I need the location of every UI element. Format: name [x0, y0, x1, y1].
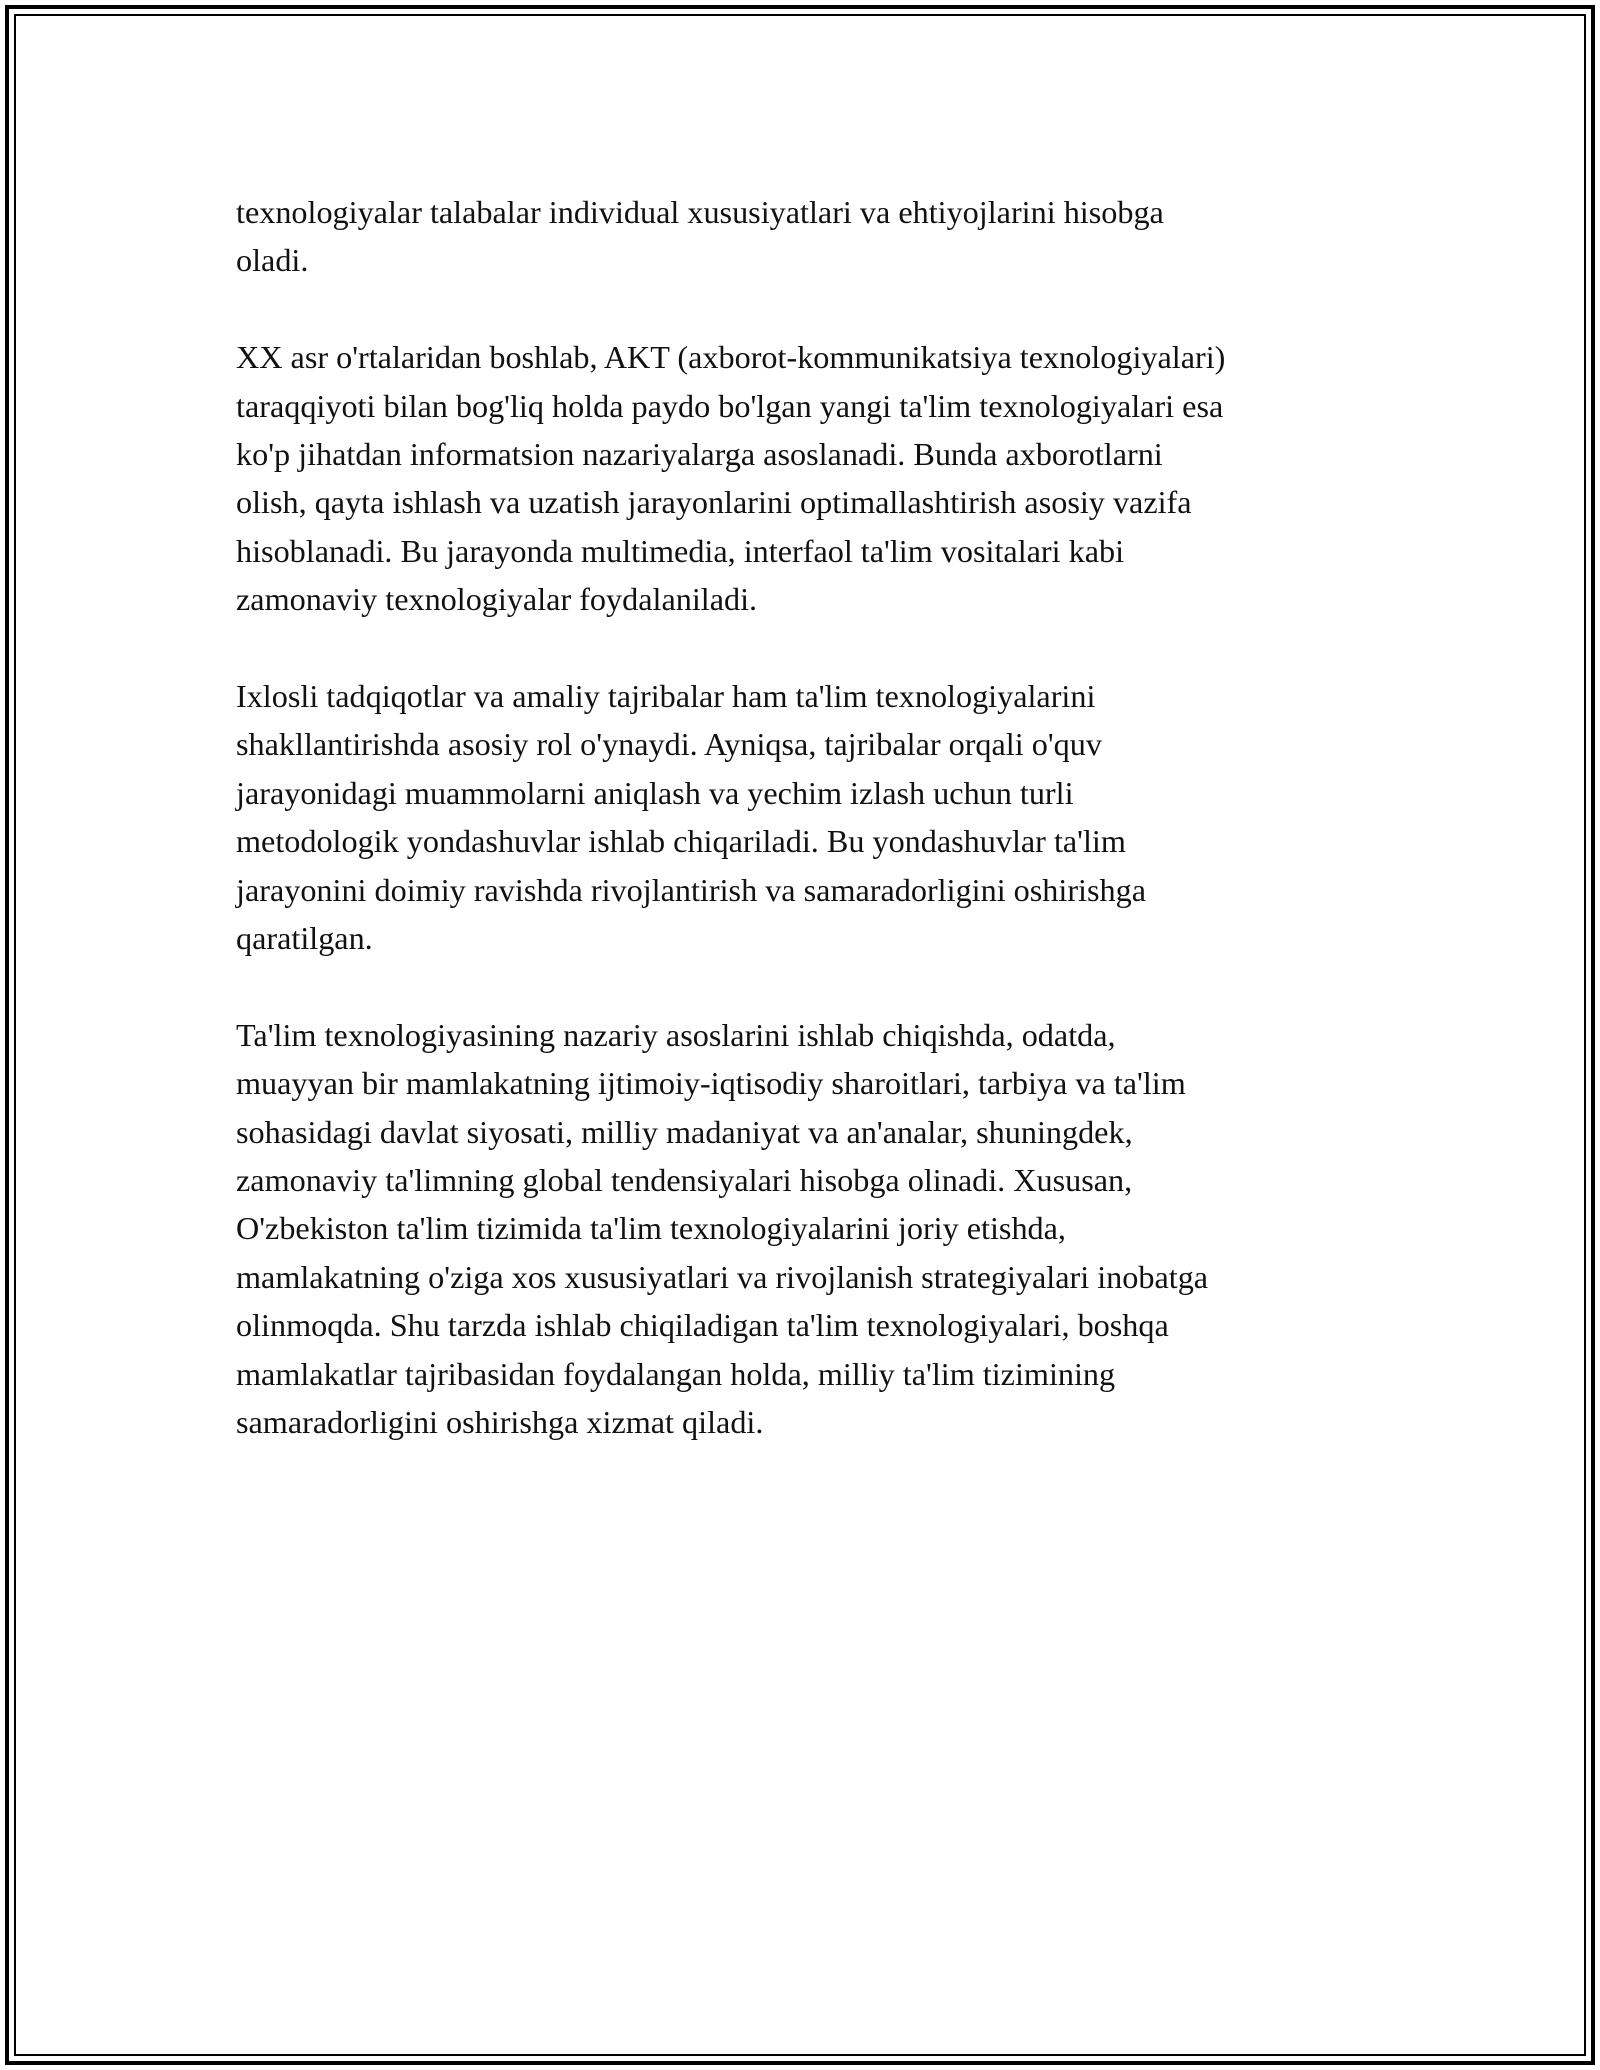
text-line: zamonaviy texnologiyalar foydalaniladi.: [236, 581, 758, 618]
document-body: [236, 188, 1376, 1495]
paragraph-4: [236, 1011, 1376, 1447]
text-line: jarayonidagi muammolarni aniqlash va yechim izlash uchun turli: [236, 774, 1074, 811]
paragraph-1: [236, 188, 1376, 285]
text-line: mamlakatning o'ziga xos xususiyatlari va rivojlanish strategiyalari inobatga: [236, 1258, 1209, 1295]
text-line: Ta'lim texnologiyasining nazariy asoslarini ishlab chiqishda, odatda,: [236, 1016, 1116, 1053]
paragraph-3: [236, 672, 1376, 962]
text-line: XX asr o'rtalaridan boshlab, AKT (axborot-kommunikatsiya texnologiyalari): [236, 339, 1226, 376]
text-line: qaratilgan.: [236, 920, 373, 957]
text-line: hisoblanadi. Bu jarayonda multimedia, interfaol ta'lim vositalari kabi: [236, 532, 1125, 569]
text-line: taraqqiyoti bilan bog'liq holda paydo bo'lgan yangi ta'lim texnologiyalari esa: [236, 387, 1224, 424]
text-line: olinmoqda. Shu tarzda ishlab chiqiladigan ta'lim texnologiyalari, boshqa: [236, 1307, 1169, 1344]
text-line: muayyan bir mamlakatning ijtimoiy-iqtisodiy sharoitlari, tarbiya va ta'lim: [236, 1065, 1186, 1102]
text-line: mamlakatlar tajribasidan foydalangan holda, milliy ta'lim tizimining: [236, 1355, 1116, 1392]
text-line: shakllantirishda asosiy rol o'ynaydi. Ayniqsa, tajribalar orqali o'quv: [236, 726, 1102, 763]
text-line: O'zbekiston ta'lim tizimida ta'lim texnologiyalarini joriy etishda,: [236, 1210, 1066, 1247]
paragraph-2: [236, 333, 1376, 623]
text-line: zamonaviy ta'limning global tendensiyalari hisobga olinadi. Xususan,: [236, 1162, 1133, 1199]
text-line: samaradorligini oshirishga xizmat qiladi.: [236, 1404, 764, 1441]
text-line: ko'p jihatdan informatsion nazariyalarga asoslanadi. Bunda axborotlarni: [236, 436, 1163, 473]
text-line: oladi.: [236, 242, 309, 279]
text-line: metodologik yondashuvlar ishlab chiqariladi. Bu yondashuvlar ta'lim: [236, 823, 1126, 860]
text-line: texnologiyalar talabalar individual xususiyatlari va ehtiyojlarini hisobga: [236, 194, 1164, 230]
text-line: Ixlosli tadqiqotlar va amaliy tajribalar ham ta'lim texnologiyalarini: [236, 678, 1096, 715]
text-line: olish, qayta ishlash va uzatish jarayonlarini optimallashtirish asosiy vazifa: [236, 484, 1192, 521]
text-line: jarayonini doimiy ravishda rivojlantirish va samaradorligini oshirishga: [236, 871, 1147, 908]
text-line: sohasidagi davlat siyosati, milliy madaniyat va an'analar, shuningdek,: [236, 1113, 1133, 1150]
